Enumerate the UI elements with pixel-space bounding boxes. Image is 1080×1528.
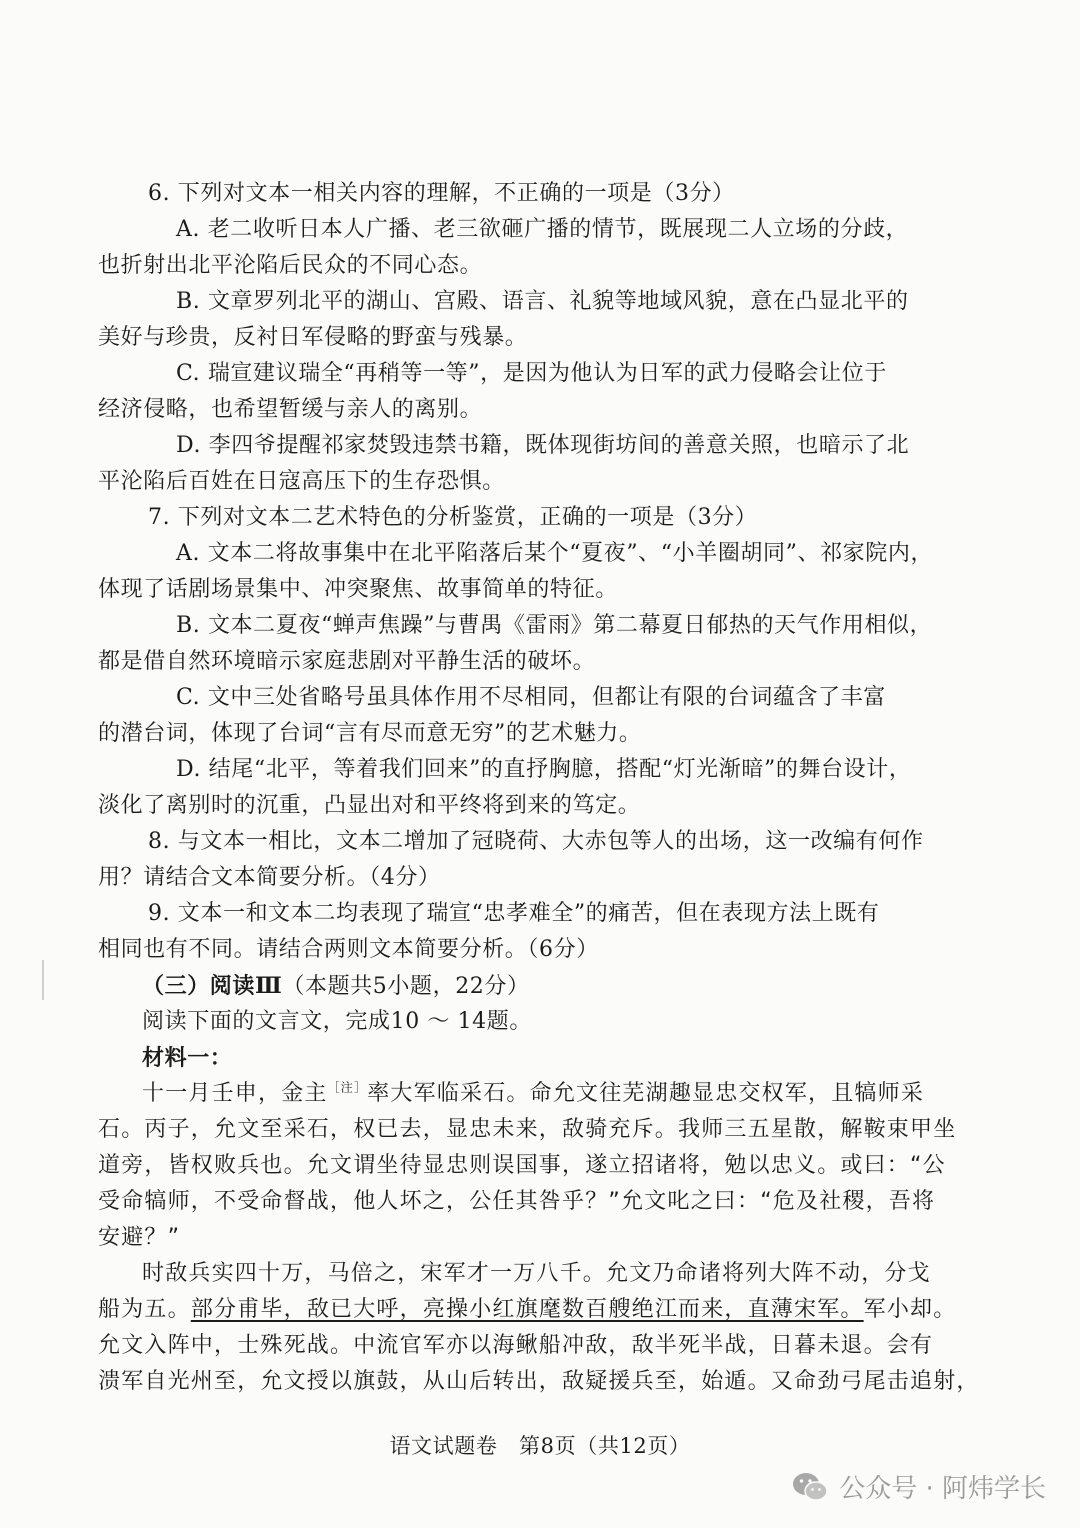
- question-6-option-c-cont: 经济侵略，也希望暂缓与亲人的离别。: [98, 397, 483, 422]
- passage-line: 安避？”: [98, 1225, 181, 1250]
- section-detail: （本题共5小题，22分）: [282, 974, 530, 999]
- passage-line: 溃军自光州至，允文授以旗鼓，从山后转出，敌疑援兵至，始遁。又命劲弓尾击追射，: [98, 1369, 980, 1394]
- passage-line: 石。丙子，允文至采石，权已去，显忠未来，敌骑充斥。我师三五星散，解鞍束甲坐: [98, 1117, 957, 1142]
- question-7-option-d-cont: 淡化了离别时的沉重，凸显出对和平终将到来的笃定。: [98, 793, 641, 818]
- question-9-stem: 9. 文本一和文本二均表现了瑞宣“忠孝难全”的痛苦，但在表现方法上既有: [148, 901, 880, 926]
- material-label: 材料一：: [142, 1045, 233, 1071]
- footnote-marker: ［注］: [327, 1080, 368, 1095]
- scan-edge-mark: [42, 960, 44, 1000]
- question-6-option-c: C. 瑞宣建议瑞全“再稍等一等”，是因为他认为日军的武力侵略会让位于: [176, 361, 887, 386]
- question-9-stem-cont: 相同也有不同。请结合两则文本简要分析。（6分）: [98, 937, 599, 962]
- section-heading: [98, 968, 928, 1004]
- section-title: （三）阅读Ⅲ: [142, 973, 283, 999]
- question-7-option-c: C. 文中三处省略号虽具体作用不尽相同，但都让有限的台词蕴含了丰富: [176, 685, 886, 710]
- passage-line: [98, 1292, 957, 1328]
- question-6-option-d: D. 李四爷提醒祁家焚毁违禁书籍，既体现街坊间的善意关照，也暗示了北: [176, 433, 910, 458]
- question-6-option-b: B. 文章罗列北平的湖山、宫殿、语言、礼貌等地域风貌，意在凸显北平的: [176, 289, 909, 314]
- question-7-option-b-cont: 都是借自然环境暗示家庭悲剧对平静生活的破坏。: [98, 649, 596, 674]
- section-instruction: 阅读下面的文言文，完成10 ～ 14题。: [142, 1009, 532, 1034]
- underlined-sentence: 部分甫毕，敌已大呼，亮操小红旗麾数百艘绝江而来，直薄宋军。: [190, 1297, 864, 1322]
- watermark-text: 公众号 · 阿炜学长: [839, 1474, 1046, 1504]
- page-content: [98, 176, 980, 1400]
- question-6-option-d-cont: 平沦陷后百姓在日寇高压下的生存恐惧。: [98, 469, 505, 494]
- question-7-option-d: D. 结尾“北平，等着我们回来”的直抒胸臆，搭配“灯光渐暗”的舞台设计，: [176, 757, 912, 782]
- passage-line: 允文入阵中，士殊死战。中流官军亦以海鳅船冲敌，敌半死半战，日暮未退。会有: [98, 1333, 934, 1358]
- passage-line: [98, 1076, 928, 1112]
- question-7-option-a: A. 文本二将故事集中在北平陷落后某个“夏夜”、“小羊圈胡同”、祁家院内，: [176, 541, 934, 566]
- question-7-option-c-cont: 的潜台词，体现了台词“言有尽而意无穷”的艺术魅力。: [98, 721, 642, 746]
- question-8-stem-cont: 用？请结合文本简要分析。（4分）: [98, 865, 441, 890]
- page-footer: 语文试题卷 第8页（共12页）: [389, 1434, 691, 1458]
- wechat-icon: [791, 1471, 829, 1503]
- passage-text: 军小却。: [863, 1297, 957, 1322]
- passage-text: 率大军临采石。命允文往芜湖趣显忠交权军，且犒师采: [367, 1081, 925, 1106]
- watermark: [791, 1468, 1046, 1505]
- passage-text: 十一月壬申，金主: [142, 1081, 328, 1106]
- passage-line: 道旁，皆权败兵也。允文谓坐待显忠则误国事，遂立招诸将，勉以忠义。或曰：“公: [98, 1153, 946, 1178]
- question-6-option-b-cont: 美好与珍贵，反衬日军侵略的野蛮与残暴。: [98, 325, 528, 350]
- question-7-option-a-cont: 体现了话剧场景集中、冲突聚焦、故事简单的特征。: [98, 577, 618, 602]
- question-6-option-a: A. 老二收听日本人广播、老三欲砸广播的情节，既展现二人立场的分歧，: [176, 217, 909, 242]
- question-8-stem: 8. 与文本一相比，文本二增加了冠晓荷、大赤包等人的出场，这一改编有何作: [148, 829, 924, 854]
- passage-line: 受命犒师，不受命督战，他人坏之，公任其咎乎？”允文叱之曰：“危及社稷，吾将: [98, 1189, 936, 1214]
- question-6-option-a-cont: 也折射出北平沦陷后民众的不同心态。: [98, 253, 483, 278]
- question-7-stem: 7. 下列对文本二艺术特色的分析鉴赏，正确的一项是（3分）: [148, 505, 758, 530]
- passage-line: 时敌兵实四十万，马倍之，宋军才一万八千。允文乃命诸将列大阵不动，分戈: [142, 1261, 931, 1286]
- question-7-option-b: B. 文本二夏夜“蝉声焦躁”与曹禺《雷雨》第二幕夏日郁热的天气作用相似，: [176, 613, 933, 638]
- passage-text: 船为五。: [98, 1297, 191, 1322]
- question-6-stem: 6. 下列对文本一相关内容的理解，不正确的一项是（3分）: [148, 181, 735, 206]
